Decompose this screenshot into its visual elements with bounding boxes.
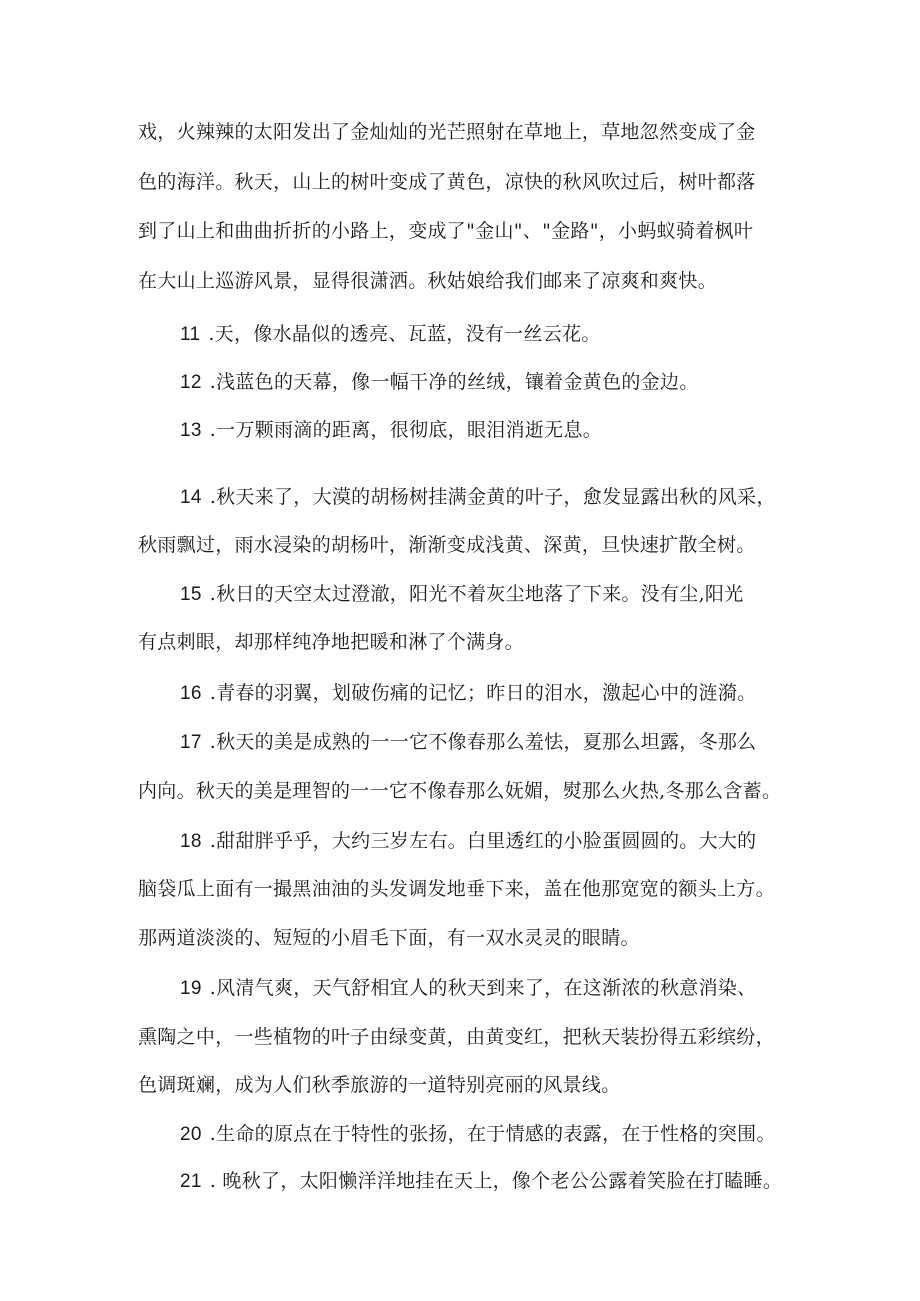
item-text: .甜甜胖乎乎，大约三岁左右。白里透红的小脸蛋圆圆的。大大的 bbox=[209, 830, 757, 852]
list-item-19 bbox=[138, 976, 756, 1001]
item-text: .秋天来了，大漠的胡杨树挂满金黄的叶子，愈发显露出秋的风采， bbox=[209, 486, 776, 508]
item-text: .风清气爽，天气舒相宜人的秋天到来了，在这渐浓的秋意消染、 bbox=[209, 977, 757, 999]
intro-line: 在大山上巡游风景，显得很潇洒。秋姑娘给我们邮来了凉爽和爽快。 bbox=[138, 270, 718, 292]
item-continuation: 色调斑斓，成为人们秋季旅游的一道特别亮丽的风景线。 bbox=[138, 1074, 621, 1096]
item-continuation: 秋雨飘过，雨水浸染的胡杨叶，渐渐变成浅黄、深黄，旦快速扩散全树。 bbox=[138, 534, 756, 556]
item-number: 19 bbox=[180, 978, 202, 999]
list-item-14 bbox=[138, 485, 776, 510]
list-item-12 bbox=[138, 370, 699, 395]
item-text: .生命的原点在于特性的张扬，在于情感的表露，在于性格的突围。 bbox=[209, 1123, 776, 1145]
item-number: 11 bbox=[180, 324, 201, 345]
list-item-17 bbox=[138, 730, 756, 755]
list-item-20 bbox=[138, 1122, 776, 1147]
item-number: 17 bbox=[180, 732, 202, 753]
item-text: .秋日的天空太过澄澈，阳光不着灰尘地落了下来。没有尘,阳光 bbox=[209, 583, 744, 605]
item-continuation: 有点刺眼，却那样纯净地把暖和淋了个满身。 bbox=[138, 631, 525, 653]
item-text: . 晚秋了，太阳懒洋洋地挂在天上，像个老公公露着笑脸在打瞌睡。 bbox=[209, 1170, 783, 1192]
item-continuation: 脑袋瓜上面有一撮黑油油的头发调发地垂下来，盖在他那宽宽的额头上方。 bbox=[138, 878, 775, 900]
item-text: .秋天的美是成熟的一一它不像春那么羞怯，夏那么坦露，冬那么 bbox=[209, 731, 757, 753]
item-continuation: 内向。秋天的美是理智的一一它不像春那么妩媚，熨那么火热,冬那么含蓄。 bbox=[138, 780, 782, 802]
item-number: 13 bbox=[180, 420, 202, 441]
item-number: 15 bbox=[180, 584, 202, 605]
list-item-21 bbox=[138, 1169, 782, 1194]
item-number: 12 bbox=[180, 372, 202, 393]
item-continuation: 那两道淡淡的、短短的小眉毛下面，有一双水灵灵的眼睛。 bbox=[138, 927, 640, 949]
intro-line: 到了山上和曲曲折折的小路上，变成了"金山"、"金路"，小蚂蚁骑着枫叶 bbox=[138, 220, 754, 242]
item-text: .天，像水晶似的透亮、瓦蓝，没有一丝云花。 bbox=[208, 323, 601, 345]
item-text: .浅蓝色的天幕，像一幅干净的丝绒，镶着金黄色的金边。 bbox=[209, 371, 699, 393]
list-item-13 bbox=[138, 418, 602, 443]
item-number: 16 bbox=[180, 683, 202, 704]
list-item-15 bbox=[138, 582, 744, 607]
item-number: 18 bbox=[180, 831, 202, 852]
list-item-18 bbox=[138, 829, 756, 854]
intro-line: 戏，火辣辣的太阳发出了金灿灿的光芒照射在草地上，草地忽然变成了金 bbox=[138, 121, 756, 143]
item-text: .一万颗雨滴的距离，很彻底，眼泪消逝无息。 bbox=[209, 419, 603, 441]
list-item-16 bbox=[138, 681, 756, 706]
item-number: 21 bbox=[180, 1171, 202, 1192]
item-number: 14 bbox=[180, 487, 202, 508]
list-item-11 bbox=[138, 322, 601, 347]
item-number: 20 bbox=[180, 1124, 202, 1145]
item-text: .青春的羽翼，划破伤痛的记忆；昨日的泪水，激起心中的涟漪。 bbox=[209, 682, 757, 704]
intro-line: 色的海洋。秋天，山上的树叶变成了黄色，凉快的秋风吹过后，树叶都落 bbox=[138, 171, 756, 193]
item-continuation: 熏陶之中，一些植物的叶子由绿变黄，由黄变红，把秋天装扮得五彩缤纷， bbox=[138, 1026, 775, 1048]
